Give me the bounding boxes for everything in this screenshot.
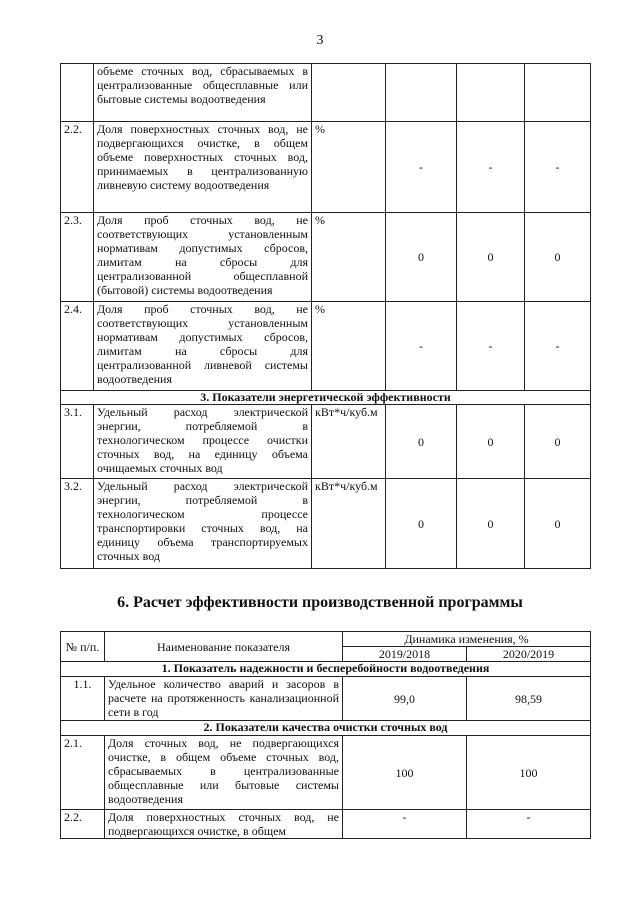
table-row xyxy=(61,302,591,391)
value-cell: 0 xyxy=(386,405,457,479)
unit-cell: кВт*ч/куб.м xyxy=(312,479,386,569)
value-cell: - xyxy=(343,810,467,839)
value-cell: 0 xyxy=(386,479,457,569)
indicators-table xyxy=(60,63,591,569)
row-number: 2.2. xyxy=(61,122,94,213)
col-header-number: № п/п. xyxy=(61,632,105,662)
row-number: 3.2. xyxy=(61,479,94,569)
table-row xyxy=(61,677,591,721)
value-cell: - xyxy=(386,122,457,213)
section-header xyxy=(61,391,591,405)
efficiency-table xyxy=(60,631,591,839)
value-cell: 0 xyxy=(457,405,525,479)
table-row xyxy=(61,122,591,213)
table-row xyxy=(61,405,591,479)
indicator-name: Доля поверхностных сточных вод, не подвергающихся очистке, в общем объеме поверхностных сточных вод, принимаемых в централизованную ливневую систему водоотведения xyxy=(94,122,312,213)
page-number: 3 xyxy=(316,33,324,48)
unit-cell: % xyxy=(312,122,386,213)
table-row xyxy=(61,736,591,810)
section-header xyxy=(61,662,591,677)
unit-cell: % xyxy=(312,213,386,302)
value-cell: 99,0 xyxy=(343,677,467,721)
section-title: 2. Показатели качества очистки сточных вод xyxy=(61,721,591,736)
value-cell: 0 xyxy=(525,213,591,302)
indicator-name: Удельный расход электрической энергии, потребляемой в технологическом процессе транспортировки сточных вод, на единицу объема транспортируемых сточных вод xyxy=(94,479,312,569)
value-cell: 0 xyxy=(525,405,591,479)
row-number: 3.1. xyxy=(61,405,94,479)
row-number: 2.2. xyxy=(61,810,105,839)
value-cell: 100 xyxy=(343,736,467,810)
col-header-dynamics: Динамика изменения, % xyxy=(343,632,591,647)
row-number xyxy=(61,64,94,122)
value-cell: 98,59 xyxy=(467,677,591,721)
table-row xyxy=(61,64,591,122)
section-heading: 6. Расчет эффективности производственной программы xyxy=(117,594,523,611)
row-number: 1.1. xyxy=(61,677,105,721)
value-cell xyxy=(386,64,457,122)
table-row xyxy=(61,810,591,839)
indicator-name: Доля поверхностных сточных вод, не подвергающихся очистке, в общем xyxy=(105,810,343,839)
value-cell: 0 xyxy=(386,213,457,302)
indicator-name: Удельный расход электрической энергии, потребляемой в технологическом процессе очистки сточных вод, на единицу объема очищаемых сточных вод xyxy=(94,405,312,479)
indicator-name: объеме сточных вод, сбрасываемых в централизованные общесплавные или бытовые системы водоотведения xyxy=(94,64,312,122)
indicator-name: Доля проб сточных вод, не соответствующих установленным нормативам допустимых сбросов, лимитам на сбросы для централизованной ливневой системы водоотведения xyxy=(94,302,312,391)
value-cell: - xyxy=(467,810,591,839)
value-cell: 100 xyxy=(467,736,591,810)
row-number: 2.4. xyxy=(61,302,94,391)
value-cell: - xyxy=(386,302,457,391)
value-cell: 0 xyxy=(525,479,591,569)
table-row xyxy=(61,213,591,302)
table-row xyxy=(61,479,591,569)
row-number: 2.3. xyxy=(61,213,94,302)
value-cell: - xyxy=(525,122,591,213)
value-cell xyxy=(525,64,591,122)
value-cell: 0 xyxy=(457,213,525,302)
col-header-year-1: 2019/2018 xyxy=(343,647,467,662)
value-cell: - xyxy=(457,122,525,213)
indicator-name: Удельное количество аварий и засоров в расчете на протяженность канализационной сети в год xyxy=(105,677,343,721)
indicator-name: Доля проб сточных вод, не соответствующих установленным нормативам допустимых сбросов, лимитам на сбросы для централизованной общесплавной (бытовой) системы водоотведения xyxy=(94,213,312,302)
col-header-year-2: 2020/2019 xyxy=(467,647,591,662)
unit-cell: % xyxy=(312,302,386,391)
unit-cell xyxy=(312,64,386,122)
value-cell xyxy=(457,64,525,122)
section-title: 3. Показатели энергетической эффективности xyxy=(61,391,591,405)
header-row xyxy=(61,632,591,647)
section-title: 1. Показатель надежности и бесперебойности водоотведения xyxy=(61,662,591,677)
section-header xyxy=(61,721,591,736)
unit-cell: кВт*ч/куб.м xyxy=(312,405,386,479)
col-header-name: Наименование показателя xyxy=(105,632,343,662)
value-cell: - xyxy=(525,302,591,391)
indicator-name: Доля сточных вод, не подвергающихся очистке, в общем объеме сточных вод, сбрасываемых в централизованные общесплавные или бытовые системы водоотведения xyxy=(105,736,343,810)
value-cell: - xyxy=(457,302,525,391)
value-cell: 0 xyxy=(457,479,525,569)
row-number: 2.1. xyxy=(61,736,105,810)
